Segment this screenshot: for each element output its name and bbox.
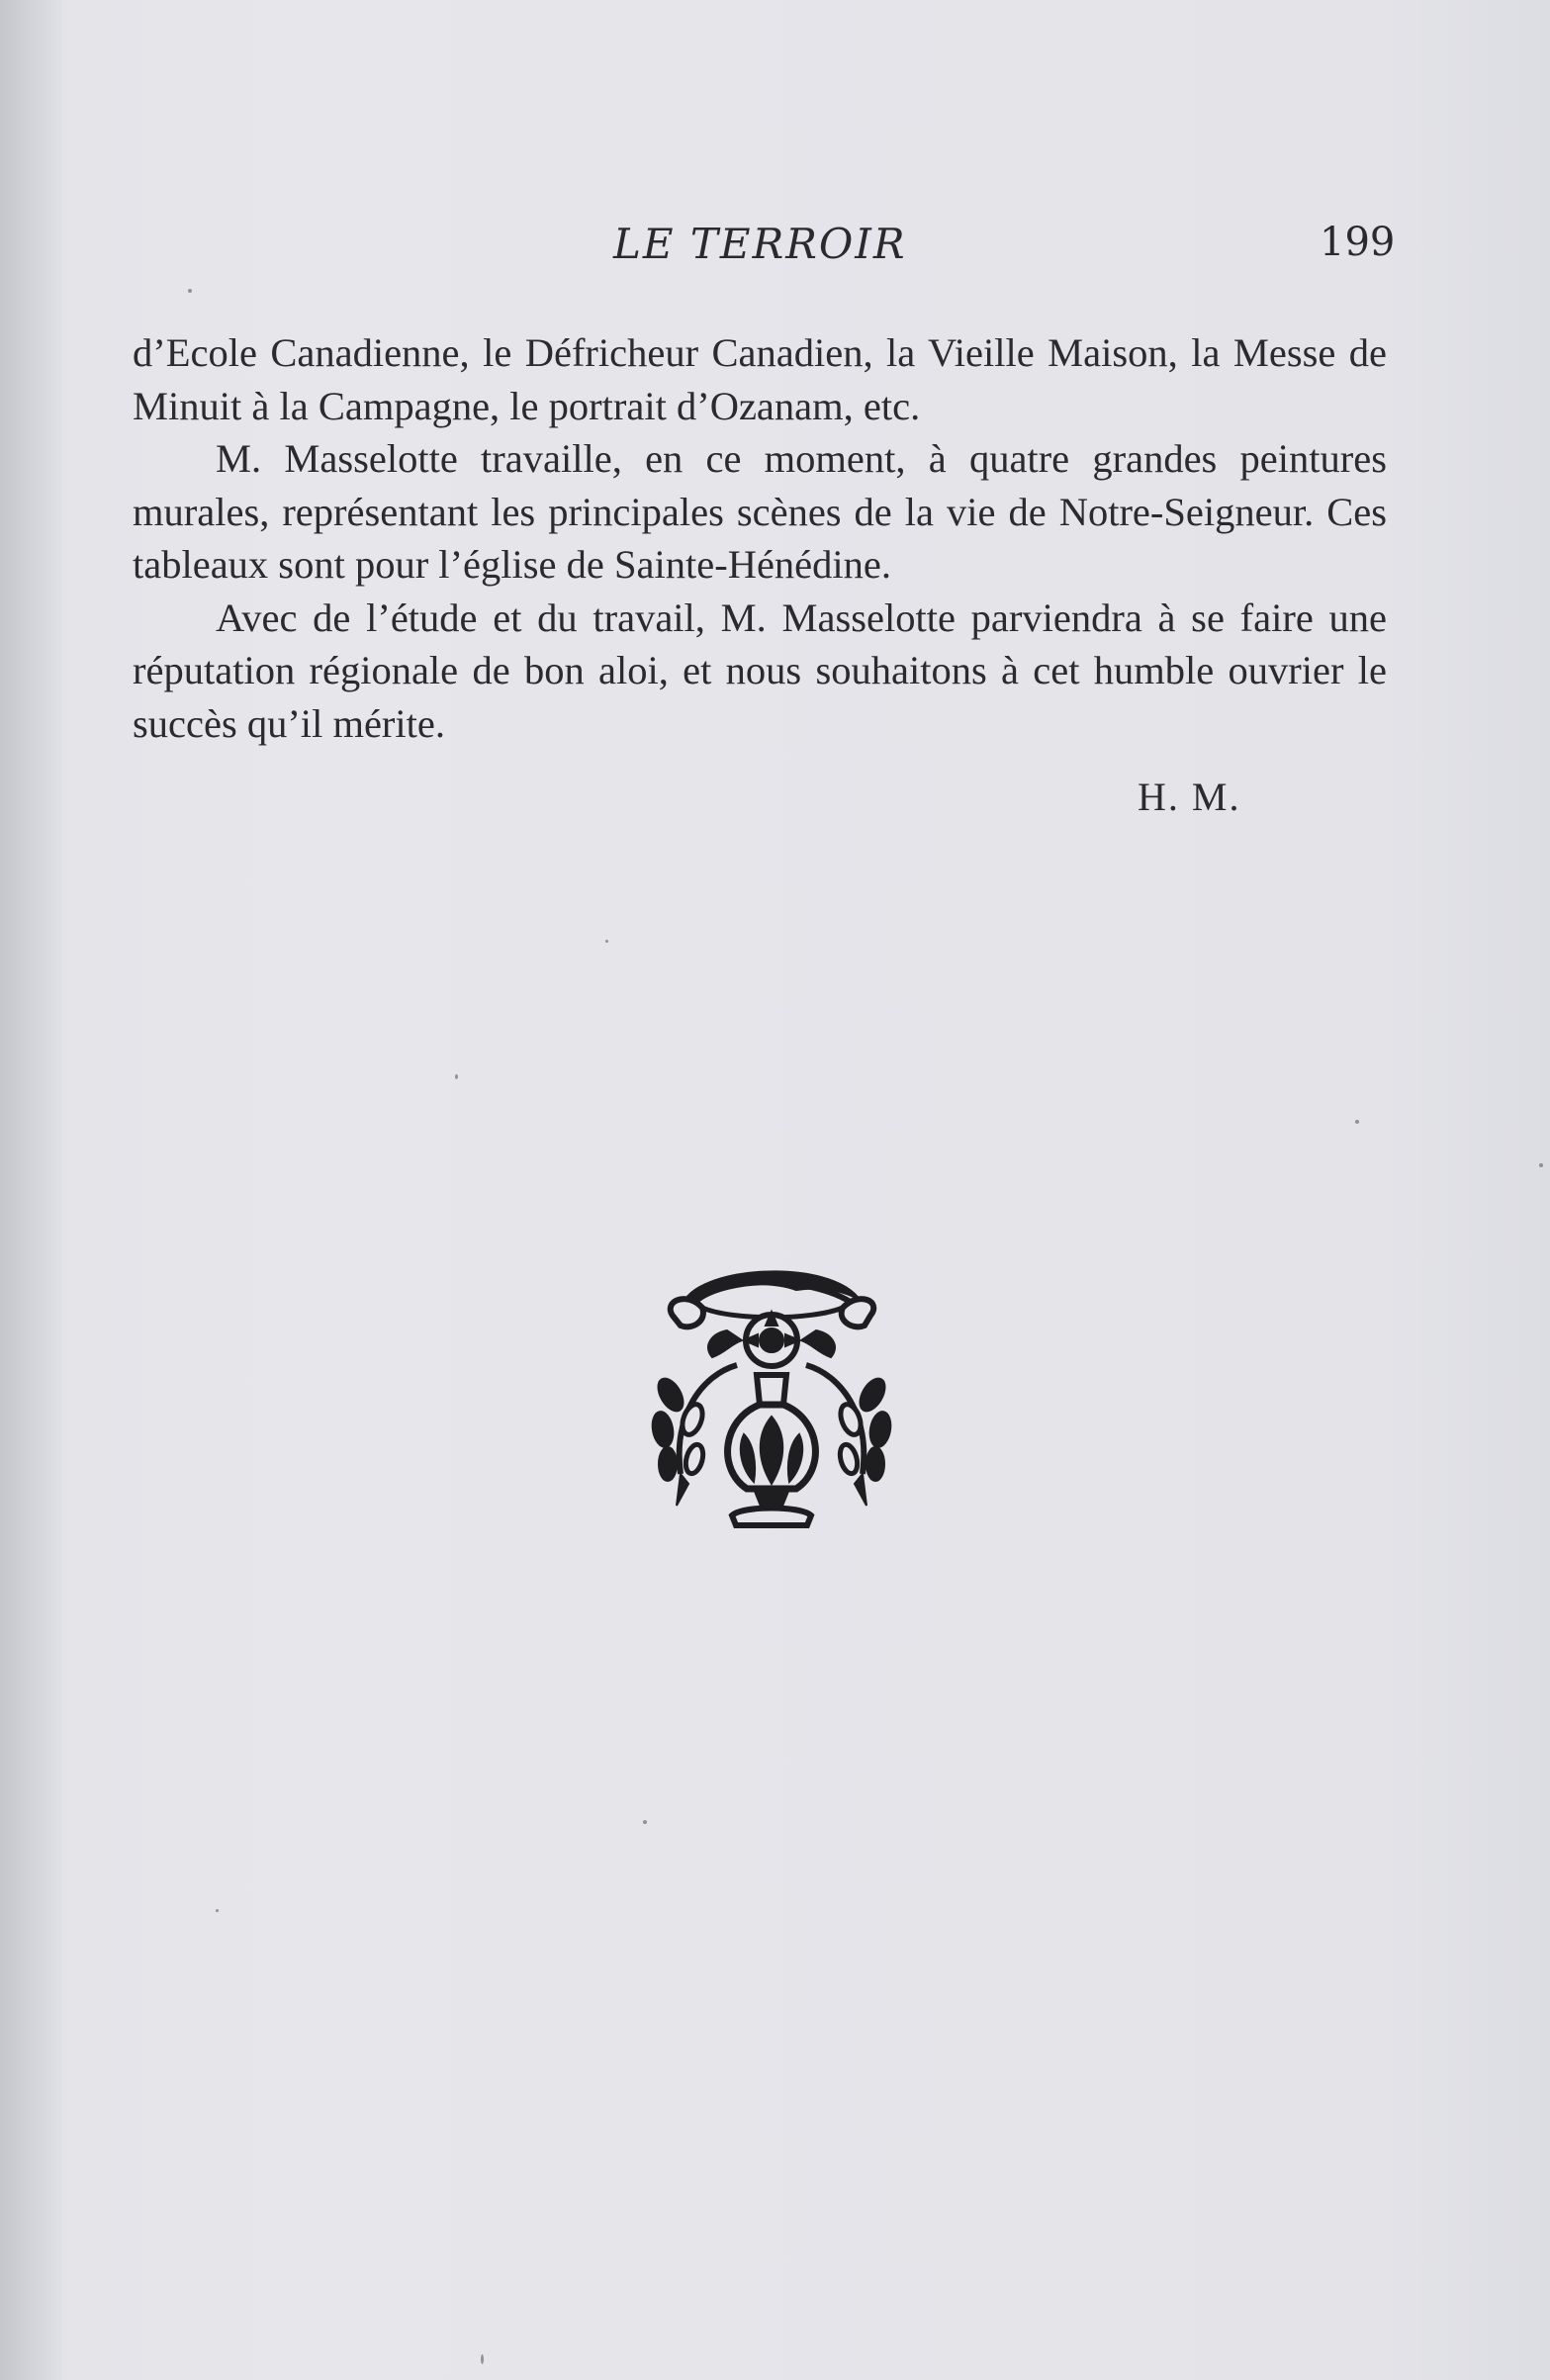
paper-speck	[605, 940, 608, 943]
paper-speck	[455, 1074, 458, 1079]
paper-speck	[188, 289, 192, 293]
running-title: LE TERROIR	[613, 220, 907, 268]
article-text	[133, 326, 1387, 750]
paper-speck	[216, 1909, 219, 1912]
paragraph-continuation: d’Ecole Canadienne, le Défricheur Canadien, la Vieille Maison, la Messe de Minuit à la Campagne, le portrait d’Ozanam, etc.	[133, 330, 1387, 428]
paper-speck	[481, 2354, 484, 2364]
flower-vase-vignette-icon	[633, 1246, 910, 1553]
paragraph-closing: Avec de l’étude et du travail, M. Masselotte parviendra à se faire une réputation régionale de bon aloi, et nous souhaitons à cet humble ouvrier le succès qu’il mérite.	[133, 595, 1387, 746]
author-signature: H. M.	[1138, 775, 1241, 819]
page-gutter	[0, 0, 61, 2380]
paper-speck	[1355, 1120, 1359, 1124]
paragraph-murals: M. Masselotte travaille, en ce moment, à quatre grandes peintures murales, représentant les principales scènes de la vie de Notre-Seigneur. Ces tableaux sont pour l’église de Sainte-Hénédine.	[133, 436, 1387, 587]
page-header	[0, 220, 1550, 279]
paper-speck	[643, 1820, 647, 1824]
page-number: 199	[1320, 220, 1396, 265]
paper-speck	[1539, 1163, 1543, 1167]
